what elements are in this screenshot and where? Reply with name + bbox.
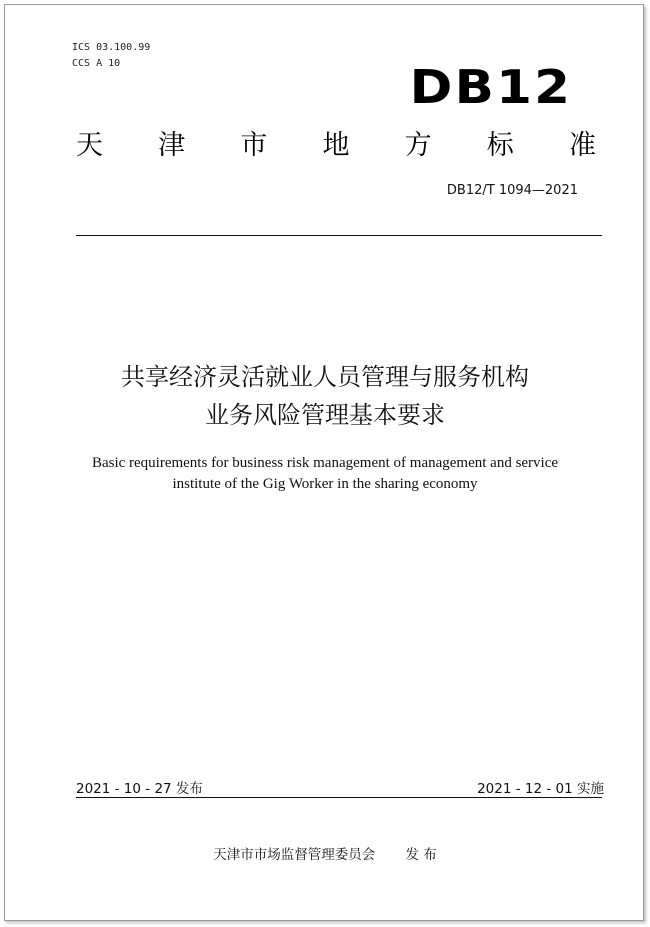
ics-code: ICS 03.100.99 — [72, 42, 151, 53]
standard-number: DB12/T 1094—2021 — [446, 183, 578, 198]
standard-type — [76, 128, 596, 164]
bottom-divider — [76, 797, 602, 798]
issue-date: 2021 - 10 - 27 发布 — [76, 781, 203, 797]
implementation-date: 2021 - 12 - 01 实施 — [477, 781, 604, 797]
db-logo: DB12 — [409, 60, 572, 114]
standard-type-char: 天 — [76, 130, 103, 161]
classification-codes — [72, 40, 150, 72]
standard-type-char: 准 — [568, 130, 596, 161]
standard-type-char: 方 — [404, 130, 432, 161]
chinese-title-line-1: 共享经济灵活就业人员管理与服务机构 — [121, 363, 529, 391]
date-row — [76, 777, 604, 797]
english-title-line-1: Basic requirements for business risk management of management and service — [91, 455, 559, 471]
standard-type-char: 地 — [322, 130, 350, 161]
issuer-name: 天津市市场监督管理委员会 — [213, 847, 376, 863]
english-title-line-2: institute of the Gig Worker in the sharing economy — [172, 476, 478, 492]
english-title — [60, 453, 590, 495]
standard-type-char: 津 — [158, 130, 186, 161]
standard-type-char: 标 — [486, 130, 514, 161]
chinese-title — [40, 358, 610, 434]
ccs-code: CCS A 10 — [72, 58, 121, 69]
standard-type-char: 市 — [240, 130, 268, 161]
top-divider — [76, 235, 602, 236]
chinese-title-line-2: 业务风险管理基本要求 — [205, 401, 445, 429]
issuer-line — [0, 843, 650, 863]
issuer-action: 发 布 — [405, 847, 437, 863]
